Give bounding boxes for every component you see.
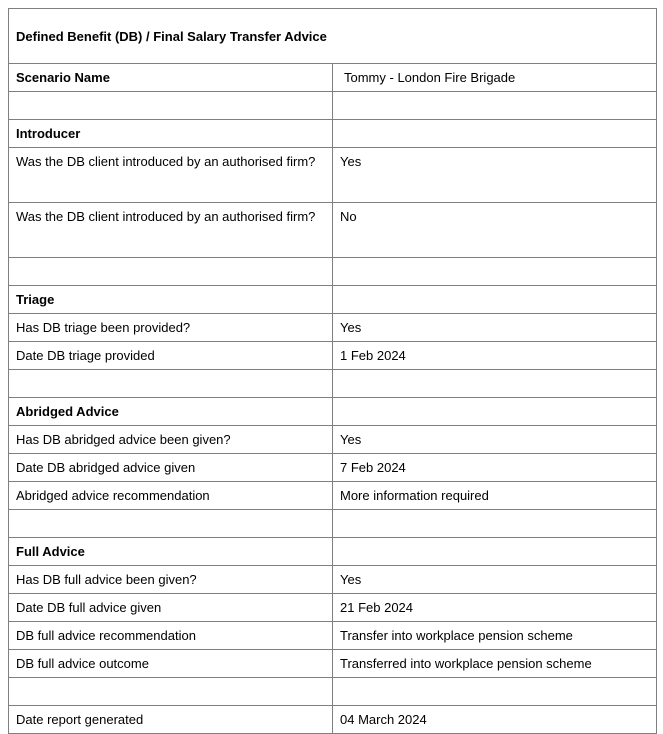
section-heading-full <box>9 538 657 566</box>
row-label: Has DB full advice been given? <box>9 566 333 594</box>
row-value: 7 Feb 2024 <box>333 454 657 482</box>
section-heading-triage <box>9 286 657 314</box>
spacer-row <box>9 510 657 538</box>
scenario-row <box>9 64 657 92</box>
row-label: Was the DB client introduced by an authorised firm? <box>9 148 333 203</box>
table-row <box>9 482 657 510</box>
scenario-label: Scenario Name <box>9 64 333 92</box>
row-value: Yes <box>333 426 657 454</box>
table-row <box>9 650 657 678</box>
spacer-row <box>9 258 657 286</box>
row-label: DB full advice recommendation <box>9 622 333 650</box>
table-row <box>9 203 657 258</box>
row-label: Date DB triage provided <box>9 342 333 370</box>
table-row <box>9 566 657 594</box>
row-label: Has DB abridged advice been given? <box>9 426 333 454</box>
abridged-heading: Abridged Advice <box>9 398 333 426</box>
row-value: 21 Feb 2024 <box>333 594 657 622</box>
row-label: Abridged advice recommendation <box>9 482 333 510</box>
row-value: More information required <box>333 482 657 510</box>
report-date-row <box>9 706 657 734</box>
spacer-row <box>9 678 657 706</box>
row-label: DB full advice outcome <box>9 650 333 678</box>
section-heading-abridged <box>9 398 657 426</box>
table-row <box>9 454 657 482</box>
row-value: 1 Feb 2024 <box>333 342 657 370</box>
row-value: Yes <box>333 148 657 203</box>
document-title: Defined Benefit (DB) / Final Salary Transfer Advice <box>9 9 657 64</box>
full-heading: Full Advice <box>9 538 333 566</box>
table-row <box>9 426 657 454</box>
row-value: Yes <box>333 314 657 342</box>
scenario-value: Tommy - London Fire Brigade <box>333 64 657 92</box>
section-heading-introducer <box>9 120 657 148</box>
table-row <box>9 342 657 370</box>
triage-heading: Triage <box>9 286 333 314</box>
spacer-row <box>9 92 657 120</box>
row-label: Date DB full advice given <box>9 594 333 622</box>
report-date-value: 04 March 2024 <box>333 706 657 734</box>
row-value: Transferred into workplace pension scheme <box>333 650 657 678</box>
introducer-heading: Introducer <box>9 120 333 148</box>
row-value: Transfer into workplace pension scheme <box>333 622 657 650</box>
spacer-row <box>9 370 657 398</box>
table-row <box>9 622 657 650</box>
row-value: No <box>333 203 657 258</box>
transfer-advice-table <box>8 8 657 734</box>
row-label: Has DB triage been provided? <box>9 314 333 342</box>
table-row <box>9 314 657 342</box>
row-label: Was the DB client introduced by an authorised firm? <box>9 203 333 258</box>
report-date-label: Date report generated <box>9 706 333 734</box>
row-value: Yes <box>333 566 657 594</box>
table-row <box>9 594 657 622</box>
title-row <box>9 9 657 64</box>
row-label: Date DB abridged advice given <box>9 454 333 482</box>
table-row <box>9 148 657 203</box>
